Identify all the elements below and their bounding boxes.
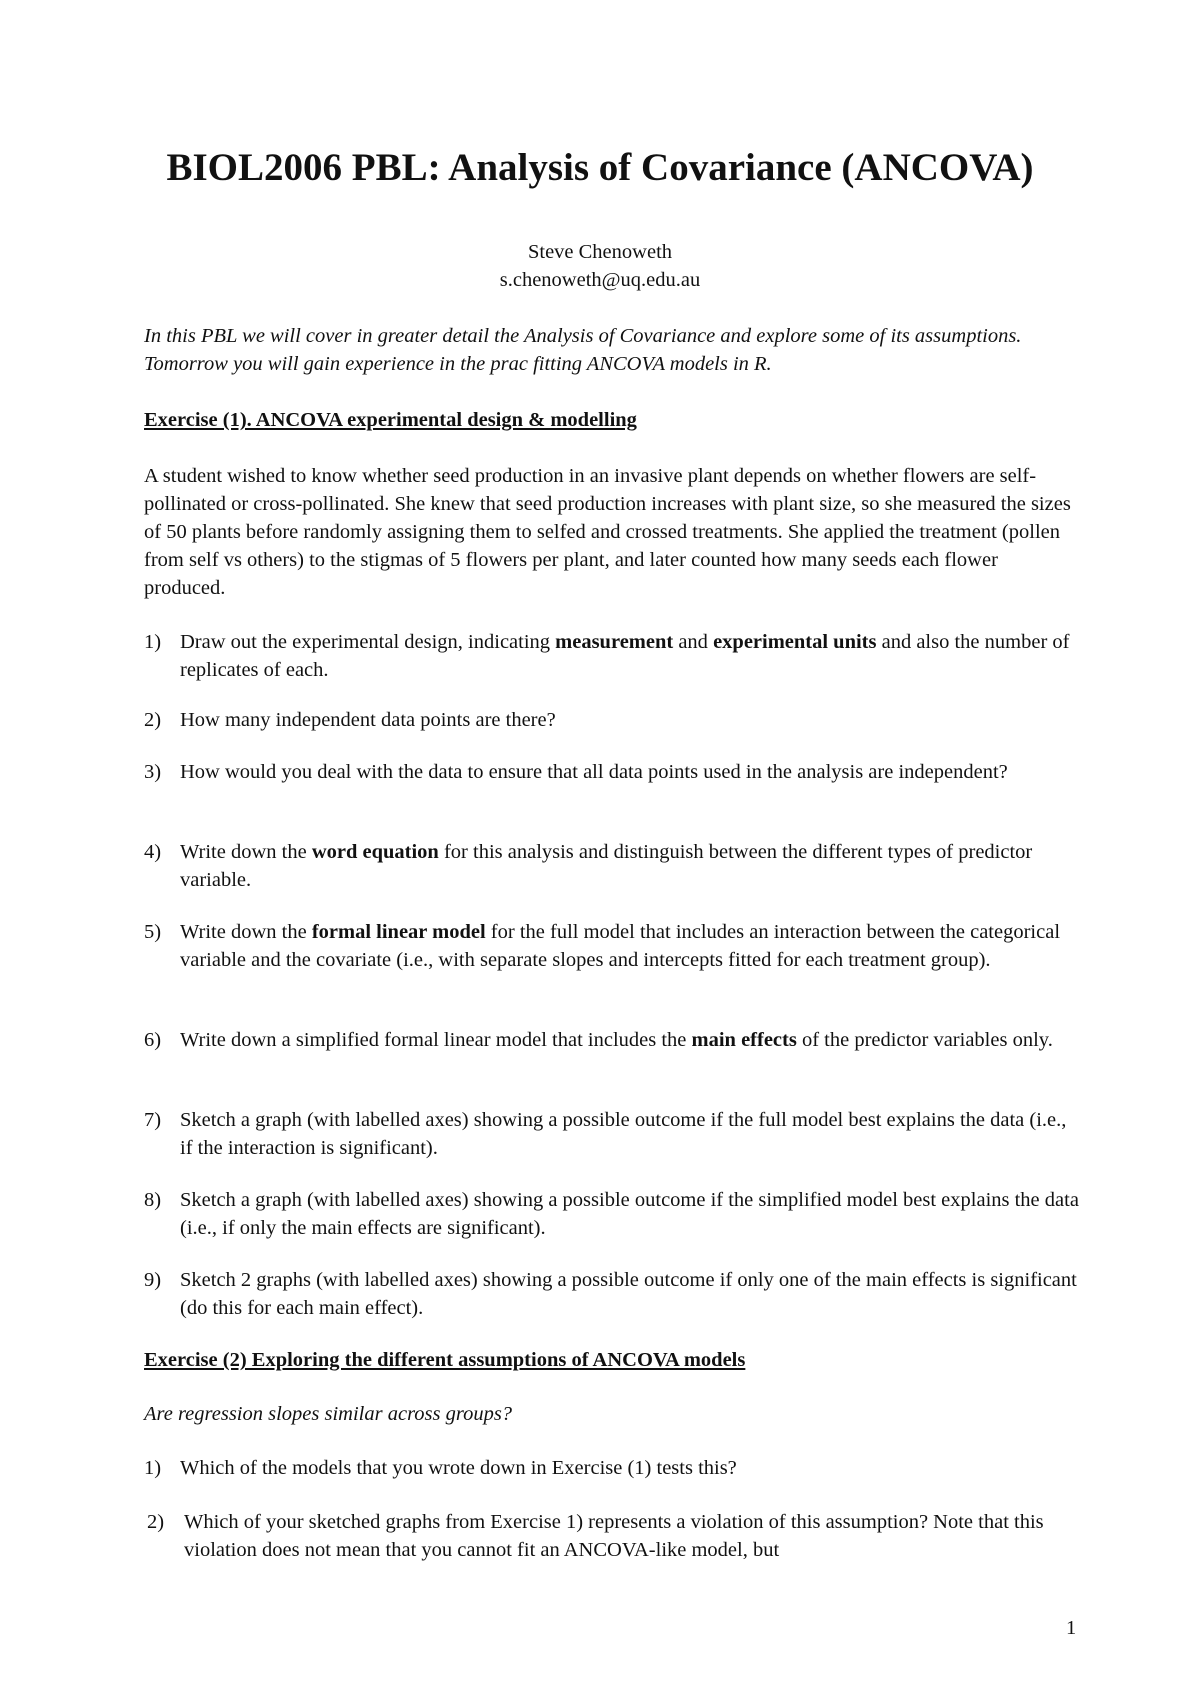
- term-measurement: measurement: [555, 631, 674, 653]
- question-number: 9): [144, 1269, 162, 1291]
- question-number: 4): [144, 841, 162, 863]
- scenario-text: A student wished to know whether seed production in an invasive plant depends on whether flowers are self-pollinated or cross-pollinated. She knew that seed production increases with plant size, so she measured the sizes of 50 plants before randomly assigning them to selfed and crossed treatments. She applied the treatment (pollen from self vs others) to the stigmas of 5 flowers per plant, and later counted how many seeds each flower produced.: [144, 465, 1071, 599]
- term-main-effects: main effects: [691, 1029, 797, 1051]
- question-number: 5): [144, 921, 162, 943]
- exercise1-question-2: 2) How many independent data points are there?: [144, 706, 1084, 734]
- exercise2-subheading: Are regression slopes similar across groups?: [144, 1403, 513, 1425]
- question-number: 3): [144, 761, 162, 783]
- term-experimental-units: experimental units: [713, 631, 877, 653]
- author-name: Steve Chenoweth: [527, 241, 673, 263]
- question-number: 7): [144, 1109, 162, 1131]
- term-word-equation: word equation: [311, 841, 439, 863]
- exercise1-question-6: 6) Write down a simplified formal linear model that includes the main effects of the predictor variables only.: [144, 1026, 1084, 1054]
- exercise1-question-3: 3) How would you deal with the data to ensure that all data points used in the analysis are independent?: [144, 758, 1084, 786]
- intro-paragraph: In this PBL we will cover in greater detail the Analysis of Covariance and explore some of its assumptions. Tomorrow you will gain experience in the prac fitting ANCOVA models in R.: [144, 325, 1022, 375]
- exercise2-question-1: 1) Which of the models that you wrote down in Exercise (1) tests this?: [144, 1454, 1084, 1482]
- exercise1-question-1: 1) Draw out the experimental design, indicating measurement and experimental units and also the number of replicates of each.: [144, 628, 1084, 684]
- term-formal-linear-model: formal linear model: [311, 921, 486, 943]
- exercise1-question-9: 9) Sketch 2 graphs (with labelled axes) showing a possible outcome if only one of the main effects is significant (do this for each main effect).: [144, 1266, 1084, 1322]
- question-number: 2): [147, 1511, 165, 1533]
- question-number: 1): [144, 1457, 162, 1479]
- exercise2-question-2: 2) Which of your sketched graphs from Exercise 1) represents a violation of this assumption? Note that this violation does not mean that you cannot fit an ANCOVA-like model, but: [144, 1508, 1084, 1564]
- exercise1-heading: Exercise (1). ANCOVA experimental design & modelling: [144, 409, 637, 431]
- author-email: s.chenoweth@uq.edu.au: [499, 269, 701, 291]
- document-title: BIOL2006 PBL: Analysis of Covariance (ANCOVA): [166, 146, 1034, 189]
- exercise1-question-7: 7) Sketch a graph (with labelled axes) showing a possible outcome if the full model best explains the data (i.e., if the interaction is significant).: [144, 1106, 1084, 1162]
- question-number: 8): [144, 1189, 162, 1211]
- exercise1-question-4: 4) Write down the word equation for this analysis and distinguish between the different types of predictor variable.: [144, 838, 1084, 894]
- exercise1-question-5: 5) Write down the formal linear model for the full model that includes an interaction between the categorical variable and the covariate (i.e., with separate slopes and intercepts fitted for each treatment group).: [144, 918, 1084, 974]
- exercise1-question-8: 8) Sketch a graph (with labelled axes) showing a possible outcome if the simplified model best explains the data (i.e., if only the main effects are significant).: [144, 1186, 1084, 1242]
- exercise2-heading: Exercise (2) Exploring the different assumptions of ANCOVA models: [144, 1349, 746, 1371]
- question-number: 2): [144, 709, 162, 731]
- author-block: [0, 238, 1200, 294]
- exercise1-scenario: [144, 462, 1084, 602]
- question-number: 1): [144, 631, 162, 653]
- page-number: 1: [1066, 1617, 1077, 1639]
- question-number: 6): [144, 1029, 162, 1051]
